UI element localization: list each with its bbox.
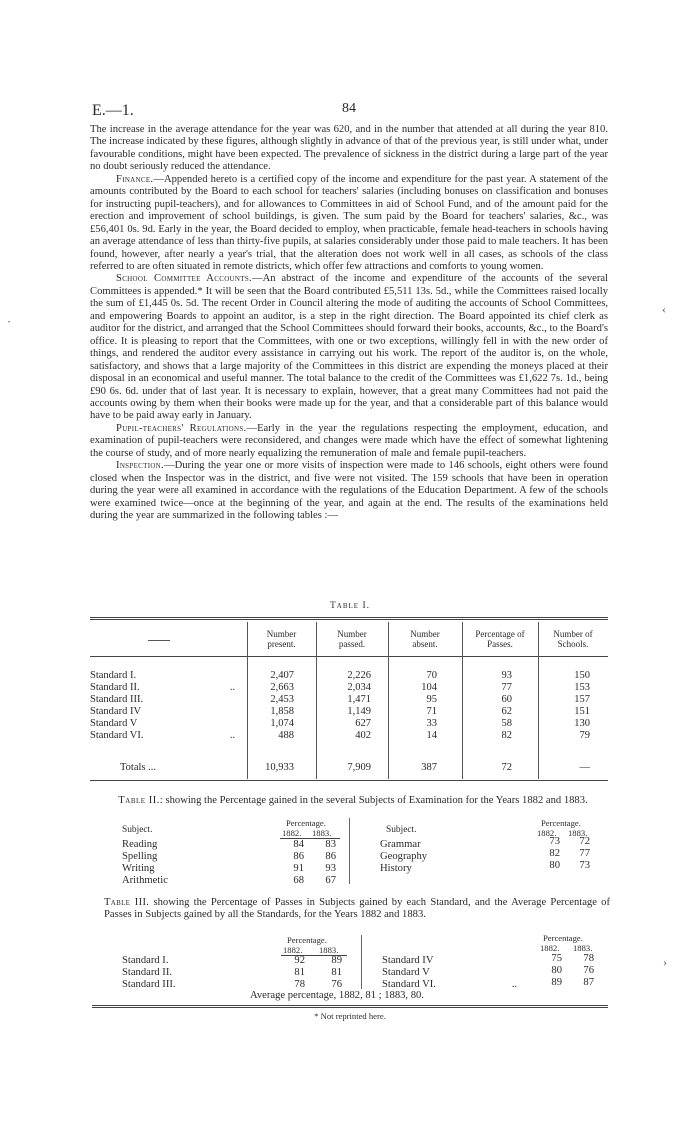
cell-passed: 402 [355,730,371,741]
table2-right-subjects [380,839,520,875]
standard-label: Standard IV [382,955,434,966]
cell-present: 2,453 [270,694,294,705]
margin-mark: › [663,955,667,969]
row-label: Standard V [90,718,138,729]
header-line: Percentage of [475,629,525,639]
table2-right-1882 [540,836,560,872]
table2-left-1883 [316,839,336,887]
value-1883: 76 [583,965,594,976]
table2-divider [349,818,350,884]
cell-present: 2,663 [270,682,294,693]
cell-percentage: 58 [501,718,512,729]
table3-year-1882-right: 1882. [540,943,560,953]
margin-speck: • [8,320,11,326]
standard-label: Standard VI. [382,979,436,990]
leader-dots: .. [230,682,235,693]
standard-label: Standard I. [122,955,169,966]
cell-schools: 130 [574,718,590,729]
inspection-heading: Inspection. [116,460,164,472]
table2-percentage-header: Percentage. [286,818,326,828]
table1-header-rule [90,656,608,657]
inspection-paragraph [90,460,608,522]
value-1883: 76 [331,979,342,990]
cell-passed: 1,471 [347,694,371,705]
finance-text: —Appended hereto is a certified copy of the income and expenditure for the past year. A statement of the amounts contributed by the Board to each school for teachers' salaries (including bonuses on classification and bonuses for instructing pupil-teachers), and for allowances to Committees in aid of School Fund, and of the amount paid for the erection and improvement of school buildings, is given. The sum paid by the Board for teachers' salaries, &c., was £56,401 0s. 9d. Early in the year, the Board decided to employ, when practicable, female head-teachers in schools having an average attendance of less than thirty-five pupils, at salaries considerably under those paid to male teachers. It has been found, however, after nearly a year's trial, that the alteration does not work well in all cases, as schools of the class referred to are often situated in remote districts, which offer few attractions and comforts to young women. [90,173,609,272]
leader-dots: .. [230,730,235,741]
standard-label: Standard V [382,967,430,978]
table2-left-1882 [284,839,304,887]
value-1883: 77 [579,848,590,859]
leader-dots: .. [512,979,517,990]
average-percentage: Average percentage, 1882, 81 ; 1883, 80. [250,990,424,1001]
subject-reading: Reading [122,839,158,850]
cell-passed: 627 [355,718,371,729]
value-1882: 92 [294,955,305,966]
cell-percentage: 60 [501,694,512,705]
table1-bottom-rule [90,780,608,781]
table2-year-1882-right: 1882. [537,828,557,838]
subject-arithmetic: Arithmetic [122,875,168,886]
inspection-text: —During the year one or more visits of inspection were made to 146 schools, eight others were found closed when the Inspector was in the district, and five were not visited. The 159 schools that have been in operation during the year were all examined in accordance with the regulations of the Education Department. A few of the schools were examined twice—once at the beginning of the year, and again at the end. The results of the examinations held during the year are summarized in the following tables :— [90,460,608,522]
attendance-paragraph: The increase in the average attendance for the year was 620, and in the number that attended at all during the year 810. The increase indicated by these figures, although slightly in advance of that of the previous year, is still under what, under favourable conditions, might have been expected. The prevalence of sickness in the district during a large part of the year no doubt seriously reduced the attendance. [90,124,608,173]
margin-mark: ‹ [662,302,666,316]
header-number-passed [316,629,388,649]
header-line: Schools. [557,639,589,649]
value-1883: 89 [331,955,342,966]
cell-schools: 153 [574,682,590,693]
value-1883: 87 [583,977,594,988]
pupil-teachers-paragraph [90,423,608,460]
committee-accounts-text: —An abstract of the income and expenditure of the accounts of the several Committees is appended.* It will be seen that the Board contributed £5,511 13s. 5d., while the Committees raised locally the sum of £1,445 0s. 5d. The recent Order in Council altering the mode of auditing the accounts of School Committees, and empowering Boards to appoint an auditor, is a step in the right direction. The Board appointed its chief clerk as auditor for the district, and arranged that the School Committees should forward their books, accounts, &c., to the Board's office. It is pleasing to report that the Committees, with one or two exceptions, willingly fell in with the new order of things, and rendered the auditor every assistance in carrying out his work. The report of the auditor is, on the whole, satisfactory, and shows that a large majority of the Committees in this district are expending the moneys placed at their disposal in an economical and useful manner. The total balance to the credit of the Committees was £1,622 7s. 1d., being £90 6s. 6d. under that of last year. It is necessary to explain, however, that a great many Committees had not paid the accounts owing by them when their books were made up for the year, and that a considerable part of this balance would have to be paid away early in January. [90,273,608,422]
table1-top-rule [90,617,608,618]
subject-grammar: Grammar [380,839,421,850]
total-schools: — [579,762,590,773]
subject-history: History [380,863,412,874]
cell-absent: 70 [426,670,437,681]
value-1882: 91 [293,863,304,874]
cell-absent: 33 [426,718,437,729]
value-1883: 86 [325,851,336,862]
table2-subject-header-right: Subject. [386,825,417,835]
value-1882: 81 [294,967,305,978]
table1-caption: Table I. [330,601,370,611]
cell-present: 1,858 [270,706,294,717]
cell-schools: 151 [574,706,590,717]
cell-percentage: 82 [501,730,512,741]
table3-left-1882 [285,955,305,991]
cell-percentage: 62 [501,706,512,717]
value-1882: 73 [549,836,560,847]
header-line: Number [410,629,440,639]
row-label: Standard III. [90,694,144,705]
cell-present: 488 [278,730,294,741]
value-1882: 75 [551,953,562,964]
table3-caption-lead: Table III. [104,897,150,908]
row-label: Standard IV [90,706,142,717]
cell-absent: 95 [426,694,437,705]
report-body [90,124,608,523]
subject-writing: Writing [122,863,155,874]
value-1882: 89 [551,977,562,988]
value-1882: 78 [294,979,305,990]
finance-paragraph [90,174,608,274]
table3-caption-text: showing the Percentage of Passes in Subjects gained by each Standard, and the Average Percentage of Passes in Subjects gained by all the Standards, for the Years 1882 and 1883. [104,897,610,920]
finance-heading: Finance. [116,173,154,185]
table2-percentage-header-right: Percentage. [541,818,581,828]
header-line: Number [337,629,367,639]
value-1882: 80 [551,965,562,976]
header-line: Passes. [487,639,513,649]
value-1883: 78 [583,953,594,964]
value-1882: 86 [293,851,304,862]
table3-year-1883-right: 1883. [573,943,593,953]
pupil-teachers-heading: Pupil-teachers' Regulations. [116,422,247,434]
standard-label: Standard II. [122,967,173,978]
cell-present: 2,407 [270,670,294,681]
cell-absent: 14 [426,730,437,741]
committee-accounts-heading: School Committee Accounts. [116,273,252,285]
header-line: present. [267,639,296,649]
table1 [90,617,608,782]
cell-absent: 71 [426,706,437,717]
total-percentage: 72 [501,762,512,773]
table2-subject-header: Subject. [122,825,153,835]
header-percentage-passes [462,629,538,649]
value-1882: 82 [549,848,560,859]
table1-empty-header-dash [148,640,170,641]
document-reference: E.—1. [92,102,134,119]
header-number-present [247,629,316,649]
table2-year-1883-right: 1883. [568,828,588,838]
table3-right-standards [382,955,492,991]
cell-schools: 79 [579,730,590,741]
value-1883: 93 [325,863,336,874]
total-absent: 387 [421,762,437,773]
row-label: Standard VI. [90,730,144,741]
table2-caption [98,795,608,807]
table3-left-standards [122,955,272,991]
row-label: Standard II. [90,682,140,693]
header-line: passed. [338,639,366,649]
cell-absent: 104 [421,682,437,693]
value-1882: 84 [293,839,304,850]
header-number-schools [538,629,608,649]
table3-right-1883 [574,953,594,989]
cell-passed: 2,034 [347,682,371,693]
footnote: * Not reprinted here. [314,1011,386,1021]
table3-right-1882 [542,953,562,989]
header-number-absent [388,629,462,649]
value-1883: 83 [325,839,336,850]
cell-passed: 2,226 [347,670,371,681]
value-1883: 73 [579,860,590,871]
table3-percentage-header-right: Percentage. [543,933,583,943]
standard-label: Standard III. [122,979,176,990]
total-passed: 7,909 [347,762,371,773]
header-line: Number [266,629,297,639]
footnote-rule-inner [92,1007,608,1008]
table2-year-1882: 1882. [282,828,302,838]
header-line: Number of [553,629,593,639]
cell-percentage: 93 [501,670,512,681]
table3-left-1883 [322,955,342,991]
table3-caption [104,897,610,921]
value-1882: 68 [293,875,304,886]
table2-right-1883 [570,836,590,872]
value-1883: 67 [325,875,336,886]
cell-percentage: 77 [501,682,512,693]
table2-caption-lead: Table II. [118,795,160,806]
cell-schools: 157 [574,694,590,705]
value-1882: 80 [549,860,560,871]
table3-percentage-header: Percentage. [287,935,327,945]
value-1883: 72 [579,836,590,847]
cell-present: 1,074 [270,718,294,729]
value-1883: 81 [331,967,342,978]
page-number: 84 [342,101,356,116]
header-line: absent. [412,639,438,649]
table3-year-1883: 1883. [319,945,339,955]
table3-year-1882: 1882. [283,945,303,955]
table2-caption-text: : showing the Percentage gained in the several Subjects of Examination for the Years 1882 and 1883. [159,795,588,806]
table2-left-subjects [122,839,272,887]
footnote-rule [92,1005,608,1006]
totals-label: Totals ... [120,762,157,773]
table1-top-rule-inner [90,619,608,620]
cell-passed: 1,149 [347,706,371,717]
table3-divider [361,935,362,989]
row-label: Standard I. [90,670,137,681]
total-present: 10,933 [265,762,294,773]
cell-schools: 150 [574,670,590,681]
committee-accounts-paragraph [90,273,608,422]
subject-spelling: Spelling [122,851,158,862]
table2-year-1883: 1883. [312,828,332,838]
pupil-teachers-text: —Early in the year the regulations respecting the employment, education, and examination of pupil-teachers were reconsidered, and changes were made which have the effect of somewhat lightening the course of study, and of more nearly equalizing the remuneration of male and female pupil-teachers. [90,422,609,459]
subject-geography: Geography [380,851,428,862]
